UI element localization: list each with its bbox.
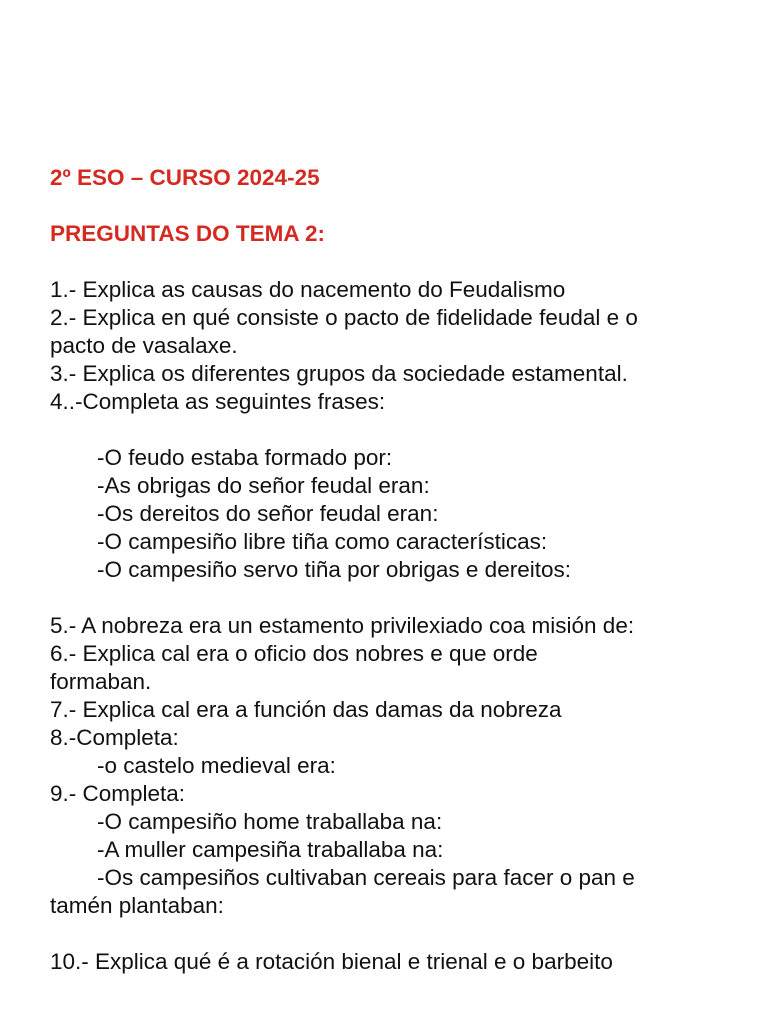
question-4-item-1: -O feudo estaba formado por: xyxy=(97,445,393,470)
question-8: 8.-Completa: xyxy=(50,725,179,750)
question-8-item-1: -o castelo medieval era: xyxy=(97,753,336,778)
spacer xyxy=(50,192,750,220)
spacer xyxy=(50,136,750,164)
course-title: 2º ESO – CURSO 2024-25 xyxy=(50,165,320,190)
question-9-item-3: -Os campesiños cultivaban cereais para facer o pan e xyxy=(97,865,635,890)
question-4-item-5: -O campesiño servo tiña por obrigas e dereitos: xyxy=(97,557,571,582)
spacer xyxy=(50,584,750,612)
question-2: 2.- Explica en qué consiste o pacto de fidelidade feudal e o xyxy=(50,305,638,330)
question-9-item-3-continued: tamén plantaban: xyxy=(50,893,224,918)
question-6-continued: formaban. xyxy=(50,669,152,694)
spacer xyxy=(50,248,750,276)
question-10: 10.- Explica qué é a rotación bienal e trienal e o barbeito xyxy=(50,949,613,974)
document-page xyxy=(50,136,750,976)
question-7: 7.- Explica cal era a función das damas da nobreza xyxy=(50,697,562,722)
section-title: PREGUNTAS DO TEMA 2: xyxy=(50,221,326,246)
question-5: 5.- A nobreza era un estamento privilexiado coa misión de: xyxy=(50,613,635,638)
question-4-item-3: -Os dereitos do señor feudal eran: xyxy=(97,501,439,526)
question-6: 6.- Explica cal era o oficio dos nobres e que orde xyxy=(50,641,538,666)
spacer xyxy=(50,416,750,444)
question-9-item-2: -A muller campesiña traballaba na: xyxy=(97,837,444,862)
question-4-item-2: -As obrigas do señor feudal eran: xyxy=(97,473,430,498)
question-9-item-1: -O campesiño home traballaba na: xyxy=(97,809,443,834)
question-2-continued: pacto de vasalaxe. xyxy=(50,333,238,358)
question-3: 3.- Explica os diferentes grupos da sociedade estamental. xyxy=(50,361,628,386)
spacer xyxy=(50,920,750,948)
question-1: 1.- Explica as causas do nacemento do Feudalismo xyxy=(50,277,566,302)
question-4: 4..-Completa as seguintes frases: xyxy=(50,389,386,414)
question-9: 9.- Completa: xyxy=(50,781,186,806)
question-4-item-4: -O campesiño libre tiña como características: xyxy=(97,529,548,554)
